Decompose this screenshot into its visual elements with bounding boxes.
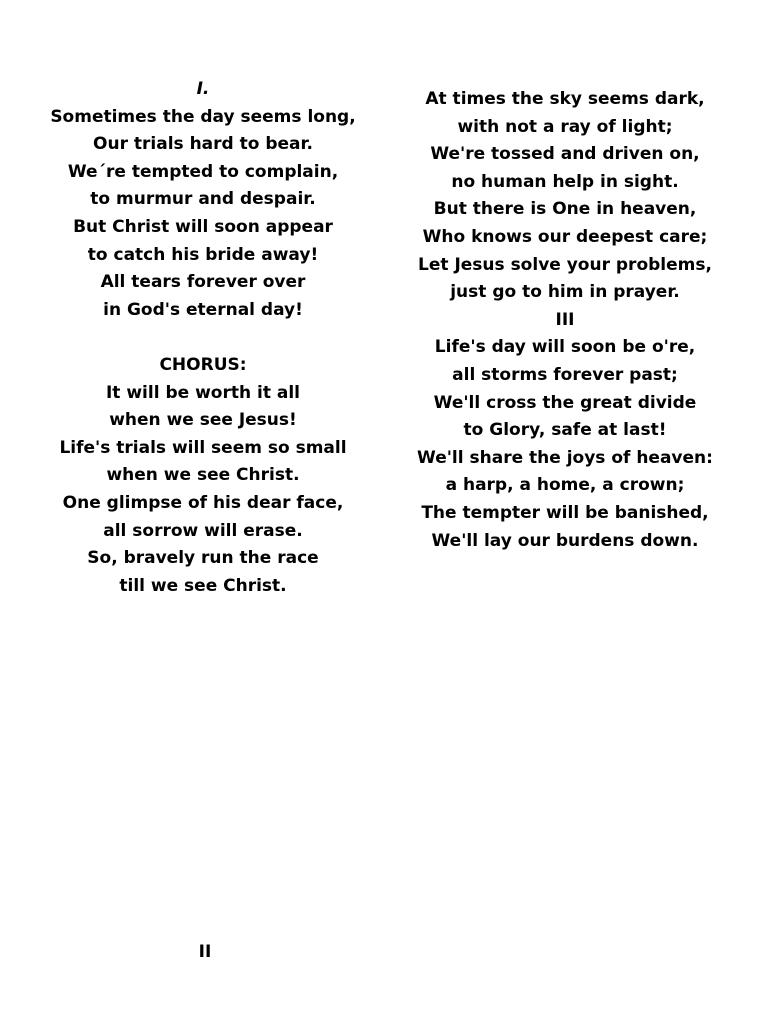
- right-column: [404, 86, 726, 555]
- verse-2-line: We're tossed and driven on,: [430, 144, 700, 165]
- chorus-line: Life's trials will seem so small: [59, 437, 347, 458]
- verse-1-line: Our trials hard to bear.: [93, 134, 313, 155]
- verse-3-line: We'll cross the great divide: [433, 392, 697, 413]
- verse-1-line: to catch his bride away!: [87, 244, 319, 265]
- verse-1-line: All tears forever over: [100, 272, 306, 293]
- chorus-line: It will be worth it all: [105, 382, 300, 403]
- verse-1-line: in God's eternal day!: [103, 299, 303, 320]
- verse-2-line: Let Jesus solve your problems,: [418, 254, 712, 275]
- verse-1-line: We´re tempted to complain,: [67, 161, 339, 182]
- verse-2-line: Who knows our deepest care;: [422, 226, 708, 247]
- verse-3-line: We'll share the joys of heaven:: [417, 447, 713, 468]
- verse-3-line: to Glory, safe at last!: [463, 420, 667, 441]
- verse-3-line: all storms forever past;: [452, 364, 678, 385]
- chorus-line: when we see Jesus!: [109, 410, 297, 431]
- stanza-spacer: [44, 324, 362, 352]
- verse-1-heading: I.: [196, 79, 210, 99]
- verse-3-heading: III: [555, 309, 575, 330]
- verse-2-line: no human help in sight.: [451, 171, 679, 192]
- verse-2-line: But there is One in heaven,: [433, 199, 697, 220]
- verse-1-line: to murmur and despair.: [90, 189, 316, 210]
- verse-3-line: a harp, a home, a crown;: [445, 475, 685, 496]
- chorus-line: One glimpse of his dear face,: [62, 492, 344, 513]
- verse-2-marker: II: [198, 942, 212, 962]
- chorus-heading: CHORUS:: [159, 354, 247, 375]
- chorus-line: So, bravely run the race: [87, 548, 319, 569]
- verse-1-line: Sometimes the day seems long,: [50, 106, 356, 127]
- verse-2-line: At times the sky seems dark,: [425, 89, 705, 109]
- left-column: [44, 76, 362, 600]
- verse-2-line: with not a ray of light;: [457, 116, 673, 137]
- chorus-line: all sorrow will erase.: [103, 520, 303, 541]
- verse-3-line: Life's day will soon be o're,: [434, 337, 696, 358]
- verse-3-line: We'll lay our burdens down.: [431, 530, 699, 551]
- verse-3-line: The tempter will be banished,: [421, 502, 709, 523]
- verse-1-line: But Christ will soon appear: [73, 216, 333, 237]
- verse-2-line: just go to him in prayer.: [450, 282, 680, 303]
- chorus-line: when we see Christ.: [106, 465, 300, 486]
- chorus-line: till we see Christ.: [119, 575, 287, 596]
